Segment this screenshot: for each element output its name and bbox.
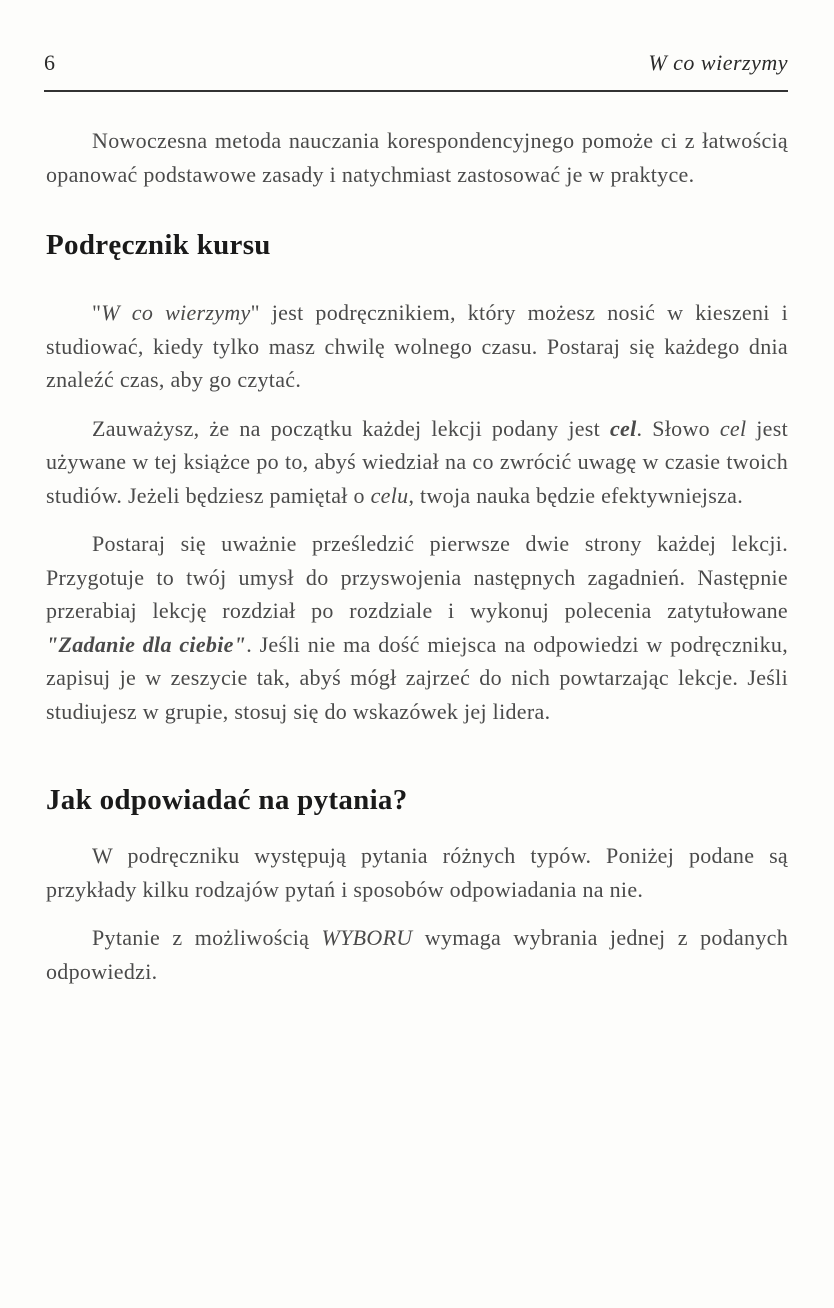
term-wyboru: WYBORU bbox=[321, 925, 413, 950]
paragraph-text: " jest podręcznikiem, który możesz nosić w kieszeni i studiować, kiedy tylko masz chwilę wolnego czasu. Postaraj się każdego dnia znaleźć czas, aby go czytać. bbox=[46, 300, 788, 392]
paragraph-text: , twoja nauka będzie efektywniejsza. bbox=[408, 482, 744, 508]
paragraph-text: Pytanie z możliwością bbox=[92, 925, 322, 950]
paragraph-text: jest używane w tej książce po to, abyś wiedział na co zwrócić uwagę w czasie twoich studiów. Jeżeli będziesz pamiętał o bbox=[46, 415, 788, 508]
paragraph-text: Postaraj się uważnie prześledzić pierwsze dwie strony każdej lekcji. Przygotuje to twój umysł do przyswojenia następnych zagadnień. Następnie przerabiaj lekcję rozdział po rozdziale i wykonuj polecenia zatytułowane bbox=[46, 531, 788, 623]
page-body bbox=[46, 124, 788, 988]
section-heading-answering: Jak odpowiadać na pytania? bbox=[46, 784, 408, 816]
page-number: 6 bbox=[44, 50, 55, 75]
paragraph-method bbox=[46, 527, 788, 728]
term-zadanie: "Zadanie dla ciebie" bbox=[46, 631, 247, 657]
header-rule bbox=[44, 90, 788, 92]
term-celu: celu bbox=[370, 482, 409, 508]
intro-paragraph: Nowoczesna metoda nauczania korespondencyjnego pomoże ci z łatwością opanować podstawowe zasady i natychmiast zastosować je w praktyce. bbox=[46, 128, 788, 187]
book-title-ref: W co wierzymy bbox=[101, 300, 251, 325]
paragraph-text: . Jeśli nie ma dość miejsca na odpowiedzi w podręczniku, zapisuj je w zeszycie tak, abyś mógł zajrzeć do nich powtarzając lekcje. Jeśli studiujesz w grupie, stosuj się do wskazówek jej lidera. bbox=[46, 631, 788, 724]
running-title: W co wierzymy bbox=[648, 50, 788, 75]
paragraph-question-types: W podręczniku występują pytania różnych typów. Poniżej podane są przykłady kilku rodzajów pytań i sposobów odpowiadania na nie. bbox=[46, 843, 788, 902]
section-heading-course-manual: Podręcznik kursu bbox=[46, 229, 271, 261]
page-header bbox=[44, 50, 788, 84]
paragraph-text: wymaga wybrania jednej z podanych odpowiedzi. bbox=[46, 925, 789, 984]
term-cel: cel bbox=[719, 415, 747, 441]
paragraph-manual bbox=[46, 296, 788, 397]
quote-open: " bbox=[92, 300, 102, 325]
term-cel: cel bbox=[609, 415, 637, 441]
paragraph-choice-question bbox=[46, 921, 788, 988]
paragraph-text: . Słowo bbox=[636, 415, 720, 441]
paragraph-text: Zauważysz, że na początku każdej lekcji podany jest bbox=[92, 415, 610, 441]
paragraph-goal bbox=[46, 412, 788, 513]
